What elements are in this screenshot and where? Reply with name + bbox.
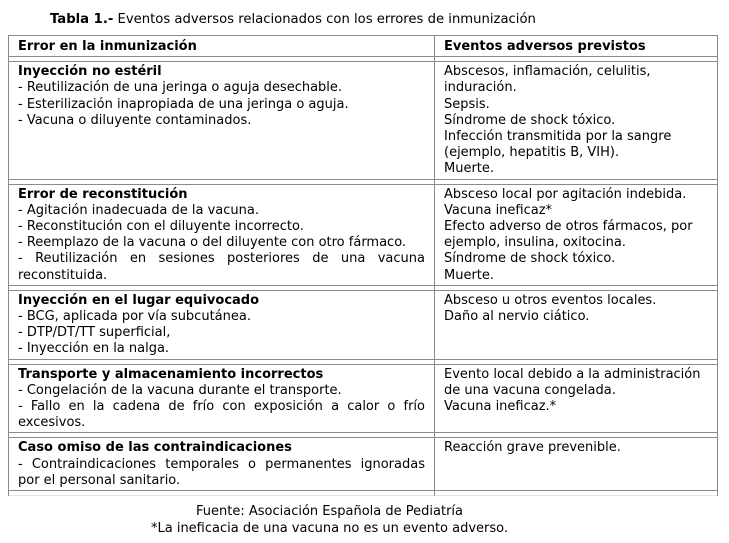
adverse-event: Síndrome de shock tóxico. <box>444 251 616 267</box>
events-cell <box>435 438 718 491</box>
table-row <box>9 364 718 433</box>
error-item: - Reutilización de una jeringa o aguja desechable. <box>18 80 343 96</box>
table-row <box>9 438 718 491</box>
adverse-event: Sepsis. <box>444 96 490 112</box>
error-category: Error de reconstitución <box>18 186 188 202</box>
source-note: Fuente: Asociación Española de Pediatría <box>196 504 463 519</box>
adverse-event: Efecto adverso de otros fármacos, por ejemplo, insulina, oxitocina. <box>444 219 693 251</box>
error-cell <box>9 364 435 433</box>
error-item: - Contraindicaciones temporales o permanentes ignoradas por el personal sanitario. <box>18 456 425 488</box>
table-title <box>50 12 536 27</box>
error-category: Transporte y almacenamiento incorrectos <box>18 366 324 382</box>
error-cell <box>9 62 435 179</box>
table-row <box>9 184 718 285</box>
error-item: - DTP/DT/TT superficial, <box>18 325 171 341</box>
error-category: Caso omiso de las contraindicaciones <box>18 440 292 456</box>
error-cell <box>9 290 435 359</box>
error-item: - Agitación inadecuada de la vacuna. <box>18 202 259 218</box>
error-item: - BCG, aplicada por vía subcutánea. <box>18 309 251 325</box>
events-cell <box>435 290 718 359</box>
adverse-event: Daño al nervio ciático. <box>444 309 590 325</box>
table-header-row <box>9 36 718 57</box>
error-category: Inyección no estéril <box>18 64 162 80</box>
error-category: Inyección en el lugar equivocado <box>18 292 260 308</box>
adverse-event: Absceso local por agitación indebida. <box>444 186 687 202</box>
table-title-label: Tabla 1.- <box>50 12 114 27</box>
adverse-event: Muerte. <box>444 161 495 177</box>
error-item: - Vacuna o diluyente contaminados. <box>18 112 252 128</box>
adverse-event: Abscesos, inflamación, celulitis, induración. <box>444 64 651 96</box>
header-error: Error en la inmunización <box>9 36 435 57</box>
adverse-event: Muerte. <box>444 267 495 283</box>
error-item: - Reconstitución con el diluyente incorrecto. <box>18 219 304 235</box>
adverse-event: Reacción grave prevenible. <box>444 440 621 456</box>
table-row <box>9 290 718 359</box>
header-events: Eventos adversos previstos <box>435 36 718 57</box>
error-item: - Inyección en la nalga. <box>18 341 170 357</box>
table-row <box>9 62 718 179</box>
error-item: - Reemplazo de la vacuna o del diluyente con otro fármaco. <box>18 235 407 251</box>
events-cell <box>435 62 718 179</box>
adverse-events-table <box>8 35 718 496</box>
error-item: - Congelación de la vacuna durante el transporte. <box>18 382 342 398</box>
adverse-event: Absceso u otros eventos locales. <box>444 292 657 308</box>
error-item: - Fallo en la cadena de frío con exposición a calor o frío excesivos. <box>18 399 425 431</box>
error-cell <box>9 184 435 285</box>
events-cell <box>435 364 718 433</box>
events-cell <box>435 184 718 285</box>
table-title-text: Eventos adversos relacionados con los errores de inmunización <box>117 12 536 27</box>
adverse-event: Vacuna ineficaz.* <box>444 399 557 415</box>
footnote: *La ineficacia de una vacuna no es un evento adverso. <box>150 521 509 536</box>
adverse-event: Infección transmitida por la sangre (ejemplo, hepatitis B, VIH). <box>444 129 672 161</box>
error-item: - Esterilización inapropiada de una jeringa o aguja. <box>18 96 349 112</box>
adverse-event: Vacuna ineficaz* <box>444 202 553 218</box>
error-item: - Reutilización en sesiones posteriores de una vacuna reconstituida. <box>18 251 425 283</box>
error-cell <box>9 438 435 491</box>
adverse-event: Síndrome de shock tóxico. <box>444 112 616 128</box>
adverse-event: Evento local debido a la administración de una vacuna congelada. <box>444 366 701 398</box>
